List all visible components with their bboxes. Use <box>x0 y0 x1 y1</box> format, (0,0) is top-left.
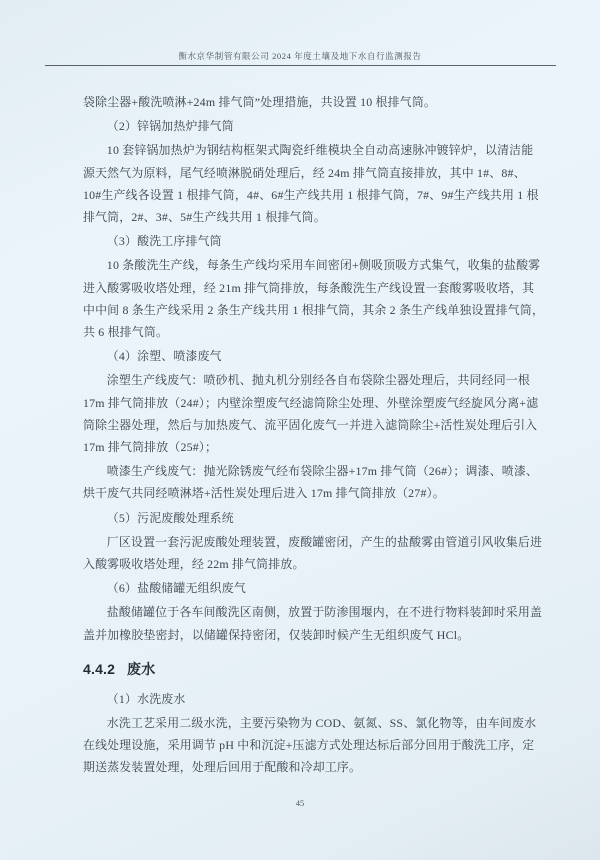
paragraph-line: 排气筒，2#、3#、5#生产线共用 1 根排气筒。 <box>83 210 326 225</box>
paragraph-line: 共 6 根排气筒。 <box>83 325 169 340</box>
paragraph-line: 盐酸储罐位于各车间酸洗区南侧，放置于防渗围堰内，在不进行物料装卸时采用盖 <box>106 605 543 620</box>
paragraph-zinc-furnace <box>83 139 539 228</box>
paragraph-hcl-tank <box>83 601 543 645</box>
section-heading-label: 废水 <box>127 660 156 677</box>
section-label-3: （3）酸洗工序排气筒 <box>106 234 222 249</box>
section-label-1-water: （1）水洗废水 <box>106 691 186 706</box>
paragraph-line: 厂区设置一套污泥废酸处理装置，废酸罐密闭，产生的盐酸雾由管道引风收集后进 <box>106 534 543 549</box>
paragraph-line: 期送蒸发装置处理，处理后回用于配酸和冷却工序。 <box>83 760 362 775</box>
paragraph-line: 17m 排气筒排放（24#）；内壁涂塑废气经滤筒除尘处理、外壁涂塑废气经旋风分离+滤 <box>83 395 539 410</box>
header-rule <box>45 65 556 66</box>
page-number: 45 <box>295 798 305 808</box>
paragraph-line: 中中间 8 条生产线采用 2 条生产线共用 1 根排气筒，其余 2 条生产线单独设置排气筒， <box>83 302 545 317</box>
paragraph-line: 筒除尘器处理，然后与加热废气、流平固化废气一并进入滤筒除尘+活性炭处理后引入 <box>83 417 538 432</box>
paragraph-line: 喷漆生产线废气：抛光除锈废气经布袋除尘器+17m 排气筒（26#）；调漆、喷漆、 <box>106 464 539 479</box>
section-heading-4-4-2 <box>83 657 526 681</box>
section-heading-number: 4.4.2 <box>83 660 116 677</box>
paragraph-sludge-acid <box>83 531 543 575</box>
paragraph-pickling <box>83 254 545 343</box>
paragraph-spray-paint <box>83 460 539 504</box>
paragraph-line: 入酸雾吸收塔处理，经 22m 排气筒排放。 <box>83 557 305 572</box>
section-label-6: （6）盐酸储罐无组织废气 <box>106 581 246 596</box>
paragraph-line: 盖并加橡胶垫密封，以储罐保持密闭，仅装卸时候产生无组织废气 HCl。 <box>83 627 470 642</box>
paragraph-line: 10 套锌锅加热炉为钢结构框架式陶瓷纤维模块全自动高速脉冲镀锌炉，以清洁能 <box>106 143 534 158</box>
paragraph-line: 10 条酸洗生产线，每条生产线均采用车间密闭+侧吸顶吸方式集气，收集的盐酸雾 <box>106 258 541 273</box>
paragraph-line: 涂塑生产线废气：喷砂机、抛丸机分别经各自布袋除尘器处理后，共同经同一根 <box>106 373 530 388</box>
paragraph-line: 水洗工艺采用二级水洗，主要污染物为 COD、氨氮、SS、氯化物等，由车间废水 <box>106 716 537 731</box>
section-label-4: （4）涂塑、喷漆废气 <box>106 349 222 364</box>
paragraph-water-wash <box>83 712 537 779</box>
paragraph-line: 进入酸雾吸收塔处理，经 21m 排气筒排放，每条酸洗生产线设置一套酸雾吸收塔，其 <box>83 280 535 295</box>
paragraph-continuation-line: 袋除尘器+酸洗喷淋+24m 排气筒”处理措施，共设置 10 根排气筒。 <box>83 95 437 109</box>
paragraph-coating <box>83 369 539 458</box>
paragraph-line: 源天然气为原料，尾气经喷淋脱硝处理后，经 24m 排气筒直接排放，其中 1#、8#、 <box>83 165 526 180</box>
paragraph-line: 在线处理设施，采用调节 pH 中和沉淀+压滤方式处理达标后部分回用于酸洗工序，定 <box>83 738 535 753</box>
section-label-5: （5）污泥废酸处理系统 <box>106 510 234 525</box>
page-header-title: 衡水京华制管有限公司 2024 年度土壤及地下水自行监测报告 <box>178 51 422 61</box>
document-body <box>83 91 545 779</box>
paragraph-line: 10#生产线各设置 1 根排气筒，4#、6#生产线共用 1 根排气筒，7#、9#生产线共用 1 根 <box>83 187 539 202</box>
section-label-2: （2）锌锅加热炉排气筒 <box>106 119 234 134</box>
paragraph-line: 烘干废气共同经喷淋塔+活性炭处理后进入 17m 排气筒排放（27#）。 <box>83 486 445 501</box>
paragraph-line: 17m 排气筒排放（25#）； <box>83 440 218 455</box>
